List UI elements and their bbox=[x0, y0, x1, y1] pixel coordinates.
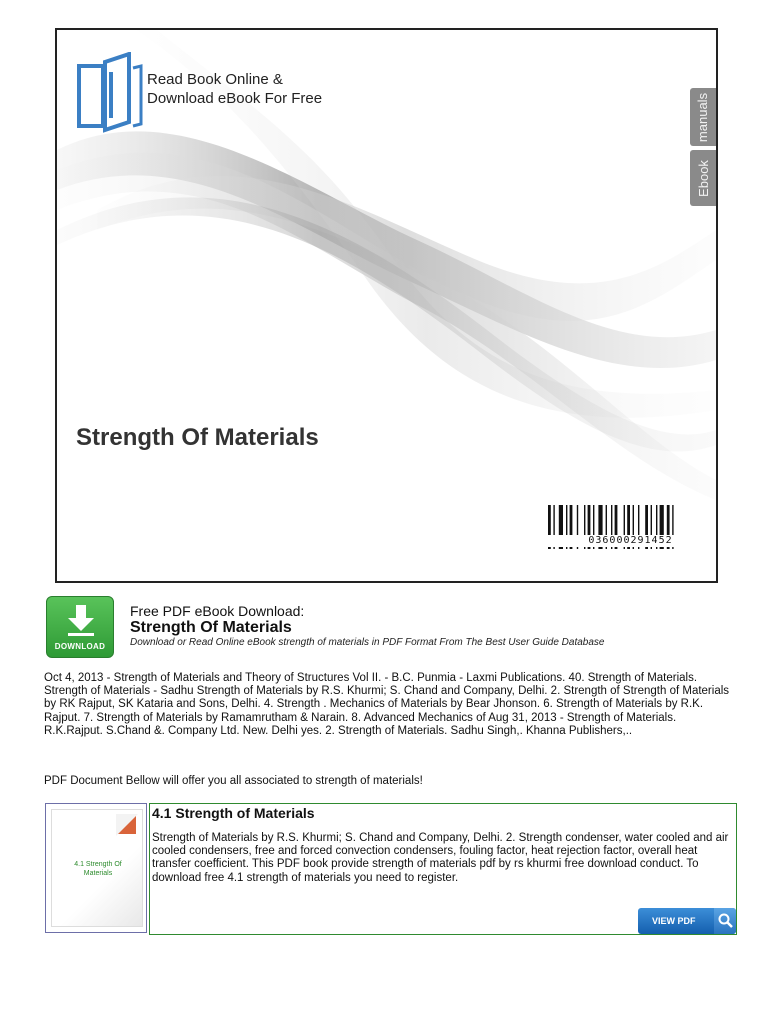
description-paragraph: Oct 4, 2013 - Strength of Materials and Theory of Structures Vol II. - B.C. Punmia - Laxmi Publications. 40. Strength of Materials. Strength of Materials - Sadhu Strength of Materials by R.S. Khurmi; S. Chand and Company, Delhi. 2. Strength of Strength of Materials by RK Rajput, SK Kataria and Sons, Delhi. 4. Strength . Mechanics of Materials by Bear Jhonson. 6. Strength of Materials by R.K. Rajput. 7. Strength of Materials by Ramamrutham & Narain. 8. Advanced Mechanics of Aug 31, 2013 - Strength of Materials. R.K.Rajput. S.Chand &. Company Ltd. New. Delhi yes. 2. Strength of Materials. Sadhu Singh,. Khanna Publishers,.. bbox=[44, 672, 730, 737]
barcode-number: 036000291452 bbox=[548, 535, 713, 547]
tab-manuals[interactable] bbox=[690, 88, 716, 146]
cover-title: Strength Of Materials bbox=[76, 424, 319, 451]
document-intro: PDF Document Bellow will offer you all associated to strength of materials! bbox=[44, 775, 423, 787]
free-pdf-heading: Free PDF eBook Download: bbox=[130, 603, 305, 619]
download-arrow-icon bbox=[66, 605, 96, 637]
cover-wave-graphic bbox=[57, 30, 716, 581]
magnifier-icon bbox=[714, 908, 736, 934]
page-title: Strength Of Materials bbox=[130, 619, 292, 636]
logo-text bbox=[147, 70, 322, 108]
page-subtitle: Download or Read Online eBook strength of materials in PDF Format From The Best User Guide Database bbox=[130, 637, 605, 648]
view-pdf-label: VIEW PDF bbox=[652, 916, 696, 926]
thumbnail-title: 4.1 Strength Of Materials bbox=[74, 861, 122, 877]
download-button[interactable] bbox=[46, 596, 114, 658]
tab-manuals-label: manuals bbox=[695, 92, 711, 142]
side-tabs bbox=[690, 88, 716, 210]
result-title[interactable]: 4.1 Strength of Materials bbox=[152, 805, 315, 821]
open-book-logo-icon bbox=[77, 52, 143, 136]
document-thumbnail[interactable] bbox=[45, 803, 147, 933]
view-pdf-button[interactable] bbox=[638, 908, 736, 934]
logo-line-2: Download eBook For Free bbox=[147, 90, 323, 107]
result-description: Strength of Materials by R.S. Khurmi; S. Chand and Company, Delhi. 2. Strength condenser, water cooled and air cooled condensers, free and forced convection condensers, fouling factor, heat rejection factor, overall heat transfer coefficient. This PDF book provide strength of materials pdf by rs khurmi free download conduct. To download free 4.1 strength of materials you need to register. bbox=[152, 832, 729, 884]
result-card bbox=[149, 803, 737, 935]
logo-line-1: Read Book Online & bbox=[147, 71, 283, 88]
tab-ebook-label: Ebook bbox=[695, 159, 711, 197]
download-label: DOWNLOAD bbox=[54, 642, 106, 651]
thumbnail-corner-image-icon bbox=[116, 814, 138, 836]
tab-ebook[interactable] bbox=[690, 150, 716, 206]
thumbnail-page bbox=[51, 809, 143, 927]
book-cover bbox=[55, 28, 718, 583]
